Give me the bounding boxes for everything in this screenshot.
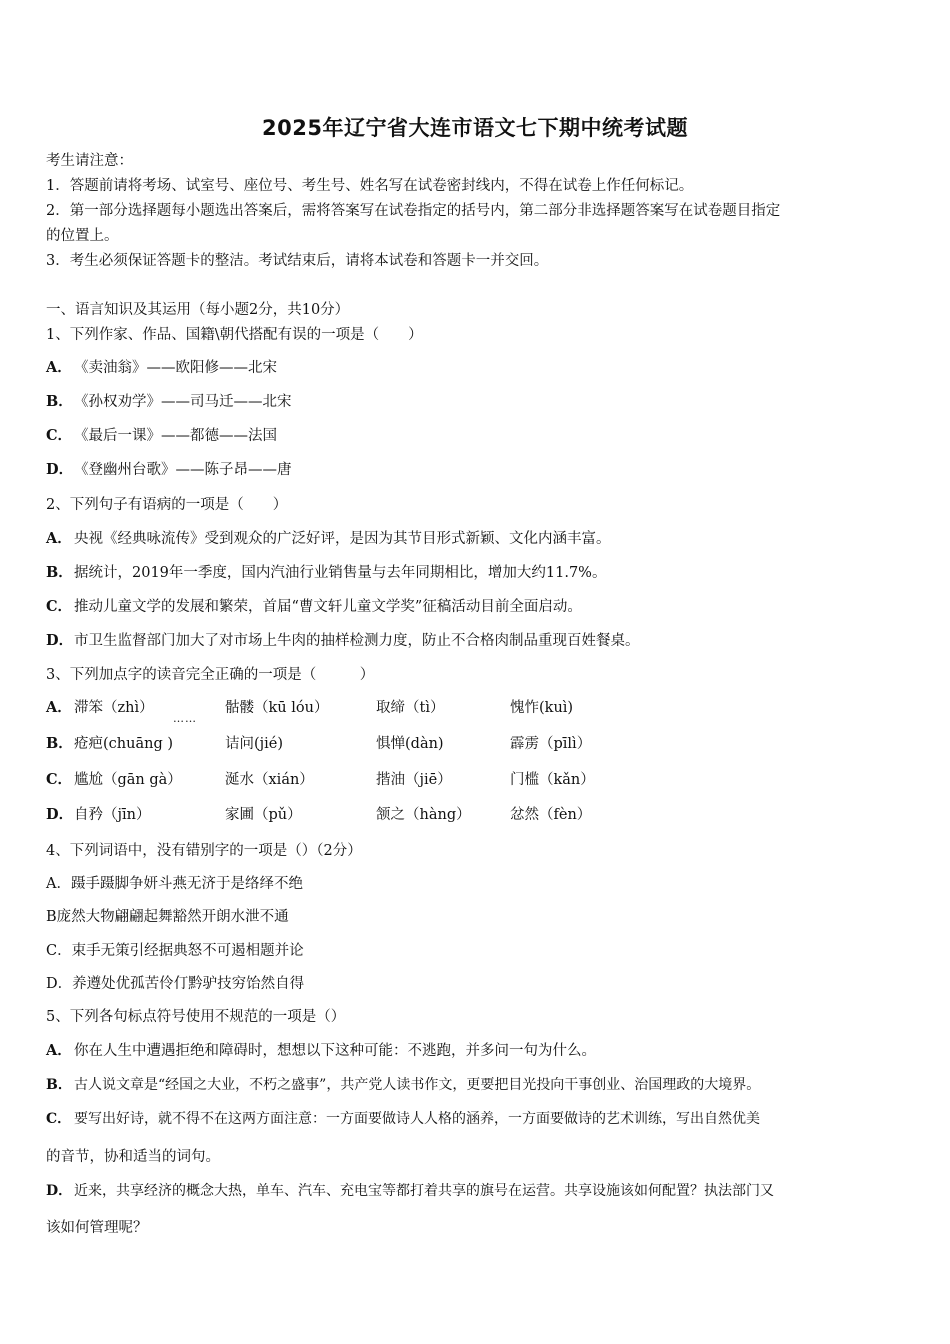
option-text: 《登幽州台歌》——陈子昂——唐	[74, 462, 292, 478]
pinyin-cell: 霹雳（pīlì）	[510, 736, 592, 752]
option-text: 推动儿童文学的发展和繁荣，首届“曹文轩儿童文学奖”征稿活动目前全面启动。	[74, 599, 582, 615]
pinyin-cell: 愧怍(kuì)	[510, 700, 574, 716]
option-label: B．	[46, 564, 73, 581]
option-continuation: 该如何管理呢？	[46, 1220, 148, 1236]
option-row: A．蹑手蹑脚争妍斗燕无济于是络绎不绝	[46, 876, 303, 892]
pinyin-cell: 自矜（jīn）	[74, 807, 151, 823]
option-row	[46, 358, 277, 378]
question-stem: 4、下列词语中，没有错别字的一项是（）（2分）	[46, 843, 362, 859]
pinyin-cell: 门槛（kǎn）	[510, 772, 595, 788]
option-row	[46, 529, 611, 549]
option-label: C．	[46, 598, 73, 615]
option-text: 市卫生监督部门加大了对市场上牛肉的抽样检测力度，防止不合格肉制品重现百姓餐桌。	[74, 633, 640, 649]
pinyin-cell: 揩油（jiē）	[376, 772, 452, 788]
option-text: 要写出好诗，就不得不在这两方面注意：一方面要做诗人人格的涵养，一方面要做诗的艺术训练，写出自然优美	[74, 1111, 760, 1127]
pinyin-cell: 取缔（tì）	[376, 700, 445, 716]
option-row	[46, 426, 277, 446]
pinyin-cell: 滞笨（zhì）	[74, 700, 154, 716]
emphasis-dots: ……	[173, 712, 197, 725]
option-label: B．	[46, 1077, 72, 1093]
option-label: D．	[46, 806, 74, 823]
option-row	[46, 1109, 760, 1129]
pinyin-cell: 涎水（xián）	[225, 772, 314, 788]
option-label: C．	[46, 427, 73, 444]
notice-item: 1．答题前请将考场、试室号、座位号、考生号、姓名写在试卷密封线内，不得在试卷上作任何标记。	[46, 178, 694, 194]
option-row: C．束手无策引经据典怒不可遏相题并论	[46, 943, 304, 959]
option-row	[46, 597, 582, 617]
option-continuation: 的音节，协和适当的词句。	[46, 1149, 220, 1165]
pinyin-cell: 尴尬（gān gà）	[74, 772, 182, 788]
option-row	[46, 392, 292, 412]
option-text: 《孙权劝学》——司马迁——北宋	[74, 394, 292, 410]
option-label: A．	[46, 699, 72, 716]
pinyin-cell: 疮疤(chuāng )	[74, 736, 173, 752]
notice-item: 的位置上。	[46, 228, 119, 244]
notice-item: 2．第一部分选择题每小题选出答案后，需将答案写在试卷指定的括号内，第二部分非选择题答案写在试卷题目指定	[46, 203, 781, 219]
option-text: 近来，共享经济的概念大热，单车、汽车、充电宝等都打着共享的旗号在运营。共享设施该如何配置？执法部门又	[74, 1183, 774, 1199]
option-label: C．	[46, 1111, 72, 1127]
pinyin-cell: 骷髅（kū lóu）	[225, 700, 329, 716]
question-stem: 2、下列句子有语病的一项是（ ）	[46, 497, 288, 513]
pinyin-cell: 惧惮(dàn)	[376, 736, 444, 752]
option-row	[46, 1181, 774, 1201]
option-label: D．	[46, 632, 74, 649]
option-row: B庞然大物翩翩起舞豁然开朗水泄不通	[46, 909, 289, 925]
option-row	[46, 631, 640, 651]
option-row: D．养遵处优孤苦伶仃黔驴技穷饴然自得	[46, 976, 305, 992]
option-text: 古人说文章是“经国之大业，不朽之盛事”，共产党人读书作文，更要把目光投向干事创业、治国理政的大境界。	[74, 1077, 761, 1093]
option-label: D．	[46, 461, 74, 478]
notice-heading: 考生请注意：	[46, 153, 133, 169]
option-row	[46, 1075, 760, 1095]
question-stem: 5、下列各句标点符号使用不规范的一项是（）	[46, 1009, 346, 1025]
option-label: A．	[46, 530, 72, 547]
option-text: 《卖油翁》——欧阳修——北宋	[74, 360, 277, 376]
question-stem: 3、下列加点字的读音完全正确的一项是（ ）	[46, 667, 375, 683]
notice-item: 3．考生必须保证答题卡的整洁。考试结束后，请将本试卷和答题卡一并交回。	[46, 253, 549, 269]
pinyin-cell: 颔之（hàng）	[376, 807, 471, 823]
option-label: B．	[46, 735, 73, 752]
page-title: 2025年辽宁省大连市语文七下期中统考试题	[262, 116, 688, 140]
pinyin-cell: 诘问(jié)	[225, 736, 284, 752]
option-text: 《最后一课》——都德——法国	[74, 428, 277, 444]
pinyin-cell: 忿然（fèn）	[510, 807, 592, 823]
option-label: A．	[46, 359, 72, 376]
option-label: B．	[46, 393, 73, 410]
option-row	[46, 563, 606, 583]
option-text: 据统计，2019年一季度，国内汽油行业销售量与去年同期相比，增加大约11.7%。	[74, 565, 607, 581]
option-text: 央视《经典咏流传》受到观众的广泛好评，是因为其节目形式新颖、文化内涵丰富。	[74, 531, 611, 547]
option-label: C．	[46, 771, 73, 788]
option-label: A．	[46, 1042, 72, 1059]
option-label: D．	[46, 1183, 73, 1199]
option-text: 你在人生中遭遇拒绝和障碍时，想想以下这种可能：不逃跑，并多问一句为什么。	[74, 1043, 596, 1059]
option-row	[46, 460, 292, 480]
question-stem: 1、下列作家、作品、国籍\朝代搭配有误的一项是（ ）	[46, 327, 423, 343]
option-row	[46, 1041, 596, 1061]
pinyin-cell: 家圃（pǔ）	[225, 807, 302, 823]
section-heading: 一、语言知识及其运用（每小题2分，共10分）	[46, 302, 350, 318]
